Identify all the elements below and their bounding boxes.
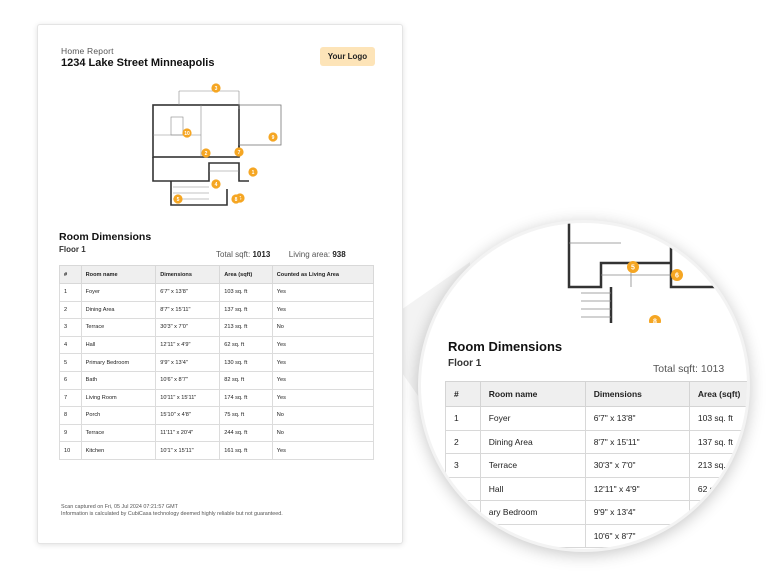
zoomed-floor-label: Floor 1: [448, 358, 482, 369]
zoomed-cell-dimensions: 12'11" x 4'9": [585, 477, 689, 501]
table-row: [60, 424, 374, 442]
cell-area: 244 sq. ft: [220, 424, 273, 442]
zoomed-col-room-name-header: Room name: [480, 382, 585, 407]
cell-number: 2: [60, 301, 82, 319]
zoomed-cell-room-name: Hall: [480, 477, 585, 501]
report-footer: [61, 504, 283, 518]
cell-room-name: Hall: [81, 336, 156, 354]
cell-number: 10: [60, 442, 82, 460]
cell-dimensions: 8'7" x 15'11": [156, 301, 220, 319]
cell-dimensions: 10'11" x 15'11": [156, 389, 220, 407]
zoomed-room-marker-label: 5: [631, 264, 635, 272]
zoomed-room-table: [445, 381, 750, 548]
zoomed-table-row: [446, 454, 751, 478]
cell-number: 7: [60, 389, 82, 407]
living-area-label: Living area:: [288, 250, 331, 259]
zoomed-floor-plan: [561, 223, 750, 323]
zoomed-col-area-header: Area (sqft): [689, 382, 750, 407]
cell-living: No: [272, 407, 373, 425]
zoomed-cell-room-name: Terrace: [480, 454, 585, 478]
zoomed-cell-dimensions: 6'7" x 13'8": [585, 407, 689, 431]
zoomed-table-row: [446, 477, 751, 501]
zoomed-cell-room-name: Foyer: [480, 407, 585, 431]
cell-number: 1: [60, 284, 82, 302]
cell-living: Yes: [272, 389, 373, 407]
cell-area: 75 sq. ft: [220, 407, 273, 425]
zoomed-cell-number: [446, 477, 481, 501]
room-marker-label: 3: [214, 85, 218, 92]
room-dimensions-table: [59, 265, 374, 460]
zoomed-table-row: [446, 524, 751, 548]
zoomed-cell-dimensions: 8'7" x 15'11": [585, 430, 689, 454]
table-header-row: [60, 266, 374, 284]
cell-living: Yes: [272, 354, 373, 372]
col-area-header: Area (sqft): [220, 266, 273, 284]
table-row: [60, 284, 374, 302]
cell-dimensions: 6'7" x 13'8": [156, 284, 220, 302]
room-marker-label: 8: [234, 196, 238, 203]
cell-number: 3: [60, 319, 82, 337]
zoomed-cell-room-name: Dining Area: [480, 430, 585, 454]
table-row: [60, 371, 374, 389]
zoomed-cell-number: [446, 524, 481, 548]
table-row: [60, 319, 374, 337]
col-dimensions-header: Dimensions: [156, 266, 220, 284]
table-row: [60, 301, 374, 319]
zoomed-cell-area: 213 sq. ft: [689, 454, 750, 478]
zoomed-col-dimensions-header: Dimensions: [585, 382, 689, 407]
cell-dimensions: 12'11" x 4'9": [156, 336, 220, 354]
disclaimer: Information is calculated by CubiCasa technology deemed highly reliable but not guaranteed.: [61, 511, 283, 517]
cell-dimensions: 30'3" x 7'0": [156, 319, 220, 337]
cell-room-name: Primary Bedroom: [81, 354, 156, 372]
zoomed-room-markers: [627, 261, 683, 323]
floor-plan: [149, 79, 284, 211]
area-stats: [216, 250, 346, 259]
cell-number: 9: [60, 424, 82, 442]
table-row: [60, 407, 374, 425]
cell-number: 5: [60, 354, 82, 372]
report-page: [37, 24, 403, 544]
room-marker-label: 7: [237, 149, 241, 156]
zoomed-section-title: Room Dimensions: [448, 339, 563, 354]
cell-living: Yes: [272, 442, 373, 460]
zoomed-room-marker-label: 6: [675, 272, 679, 280]
room-marker-label: 9: [271, 134, 275, 141]
zoomed-cell-number: 3: [446, 454, 481, 478]
table-row: [60, 389, 374, 407]
col-number-header: #: [60, 266, 82, 284]
cell-room-name: Terrace: [81, 319, 156, 337]
living-area-value: 938: [332, 250, 346, 259]
cell-area: 103 sq. ft: [220, 284, 273, 302]
cell-area: 62 sq. ft: [220, 336, 273, 354]
cell-dimensions: 10'1" x 15'11": [156, 442, 220, 460]
total-sqft-label: Total sqft:: [216, 250, 251, 259]
cell-area: 161 sq. ft: [220, 442, 273, 460]
zoomed-total-sqft: Total sqft: 1013: [653, 363, 725, 375]
zoomed-cell-area: [689, 524, 750, 548]
cell-living: Yes: [272, 284, 373, 302]
cell-room-name: Kitchen: [81, 442, 156, 460]
cell-number: 4: [60, 336, 82, 354]
cell-dimensions: 9'9" x 13'4": [156, 354, 220, 372]
room-markers: [173, 83, 277, 203]
col-living-header: Counted as Living Area: [272, 266, 373, 284]
cell-dimensions: 11'11" x 20'4": [156, 424, 220, 442]
section-title: Room Dimensions: [59, 231, 152, 243]
room-marker-label: 2: [204, 150, 208, 157]
cell-number: 6: [60, 371, 82, 389]
zoomed-table-row: [446, 407, 751, 431]
cell-living: Yes: [272, 301, 373, 319]
cell-living: Yes: [272, 371, 373, 389]
cell-number: 8: [60, 407, 82, 425]
cell-dimensions: 15'10" x 4'8": [156, 407, 220, 425]
zoomed-cell-area: 103 sq. ft: [689, 407, 750, 431]
room-marker-label: 4: [214, 181, 218, 188]
room-marker-label: 1: [251, 169, 255, 176]
cell-living: No: [272, 319, 373, 337]
zoomed-cell-area: 137 sq. ft: [689, 430, 750, 454]
room-marker-label: 5: [176, 196, 180, 203]
table-row: [60, 442, 374, 460]
zoomed-cell-number: 1: [446, 407, 481, 431]
cell-area: 137 sq. ft: [220, 301, 273, 319]
zoomed-table-row: [446, 501, 751, 525]
cell-room-name: Foyer: [81, 284, 156, 302]
zoomed-cell-room-name: [480, 524, 585, 548]
cell-room-name: Dining Area: [81, 301, 156, 319]
cell-area: 130 sq. ft: [220, 354, 273, 372]
zoomed-cell-area: 13: [689, 501, 750, 525]
zoomed-cell-number: 2: [446, 430, 481, 454]
zoomed-cell-area: 62 sq. ft: [689, 477, 750, 501]
floor-label: Floor 1: [59, 245, 86, 254]
logo-placeholder: Your Logo: [320, 47, 375, 66]
cell-area: 82 sq. ft: [220, 371, 273, 389]
cell-room-name: Terrace: [81, 424, 156, 442]
zoomed-cell-number: [446, 501, 481, 525]
cell-area: 213 sq. ft: [220, 319, 273, 337]
cell-dimensions: 10'6" x 8'7": [156, 371, 220, 389]
cell-room-name: Bath: [81, 371, 156, 389]
cell-area: 174 sq. ft: [220, 389, 273, 407]
zoomed-room-marker-label: 8: [653, 318, 657, 323]
scan-timestamp: Scan captured on Fri, 05 Jul 2024 07:21:57 GMT: [61, 504, 178, 510]
magnifier-lens: [418, 220, 750, 552]
cell-room-name: Porch: [81, 407, 156, 425]
cell-living: Yes: [272, 336, 373, 354]
zoomed-cell-dimensions: 9'9" x 13'4": [585, 501, 689, 525]
zoomed-table-row: [446, 430, 751, 454]
property-address: 1234 Lake Street Minneapolis: [61, 57, 215, 69]
zoomed-header-row: [446, 382, 751, 407]
cell-living: No: [272, 424, 373, 442]
zoomed-cell-dimensions: 10'6" x 8'7": [585, 524, 689, 548]
table-row: [60, 354, 374, 372]
cell-room-name: Living Room: [81, 389, 156, 407]
table-row: [60, 336, 374, 354]
total-sqft-value: 1013: [252, 250, 271, 259]
room-marker-label: 10: [184, 130, 190, 137]
zoomed-col-number-header: #: [446, 382, 481, 407]
report-label: Home Report: [61, 46, 114, 56]
zoomed-cell-dimensions: 30'3" x 7'0": [585, 454, 689, 478]
col-room-name-header: Room name: [81, 266, 156, 284]
zoomed-cell-room-name: ary Bedroom: [480, 501, 585, 525]
